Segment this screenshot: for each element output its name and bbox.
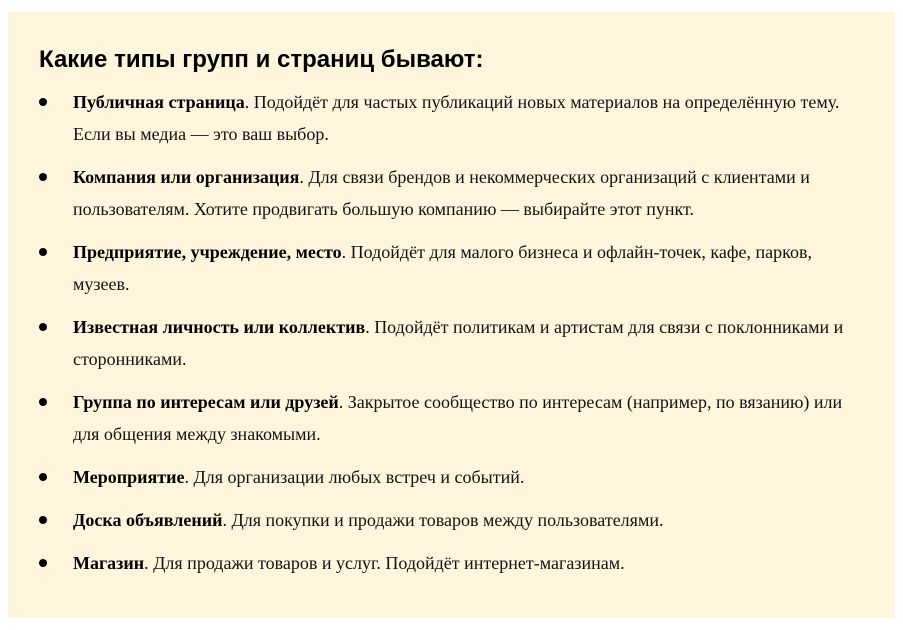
item-description: . Подойдёт для частых публикаций новых материалов на определённую тему. Если вы медиа — это ваш выбор. xyxy=(73,92,840,144)
section-heading: Какие типы групп и страниц бывают: xyxy=(39,46,484,73)
item-name: Компания или организация xyxy=(73,167,300,187)
item-name: Доска объявлений xyxy=(73,510,223,530)
item-name: Мероприятие xyxy=(73,467,185,487)
item-name: Публичная страница xyxy=(73,92,245,112)
list-item xyxy=(39,461,871,493)
item-name: Группа по интересам или друзей xyxy=(73,392,339,412)
item-description: . Для покупки и продажи товаров между пользователями. xyxy=(222,510,664,530)
bullet-icon xyxy=(39,173,47,181)
item-name: Известная личность или коллектив xyxy=(73,317,366,337)
list-item xyxy=(39,386,871,450)
list-item xyxy=(39,161,871,225)
list-item xyxy=(39,547,871,579)
bullet-icon xyxy=(39,323,47,331)
types-list xyxy=(39,86,871,579)
item-description: . Подойдёт для малого бизнеса и офлайн-точек, кафе, парков, музеев. xyxy=(73,242,812,294)
bullet-icon xyxy=(39,473,47,481)
bullet-icon xyxy=(39,248,47,256)
item-name: Предприятие, учреждение, место xyxy=(73,242,342,262)
item-description: . Закрытое сообщество по интересам (например, по вязанию) или для общения между знакомыми. xyxy=(73,392,843,444)
info-card xyxy=(8,12,895,618)
item-description: . Подойдёт политикам и артистам для связи с поклонниками и сторонниками. xyxy=(73,317,844,369)
bullet-icon xyxy=(39,559,47,567)
item-description: . Для организации любых встреч и событий. xyxy=(184,467,525,487)
item-description: . Для продажи товаров и услуг. Подойдёт интернет-магазинам. xyxy=(144,553,625,573)
list-item xyxy=(39,86,871,150)
list-item xyxy=(39,311,871,375)
list-item xyxy=(39,236,871,300)
list-item xyxy=(39,504,871,536)
item-description: . Для связи брендов и некоммерческих организаций с клиентами и пользователям. Хотите продвигать большую компанию — выбирайте этот пункт. xyxy=(73,167,810,219)
bullet-icon xyxy=(39,98,47,106)
bullet-icon xyxy=(39,398,47,406)
item-name: Магазин xyxy=(73,553,145,573)
bullet-icon xyxy=(39,516,47,524)
